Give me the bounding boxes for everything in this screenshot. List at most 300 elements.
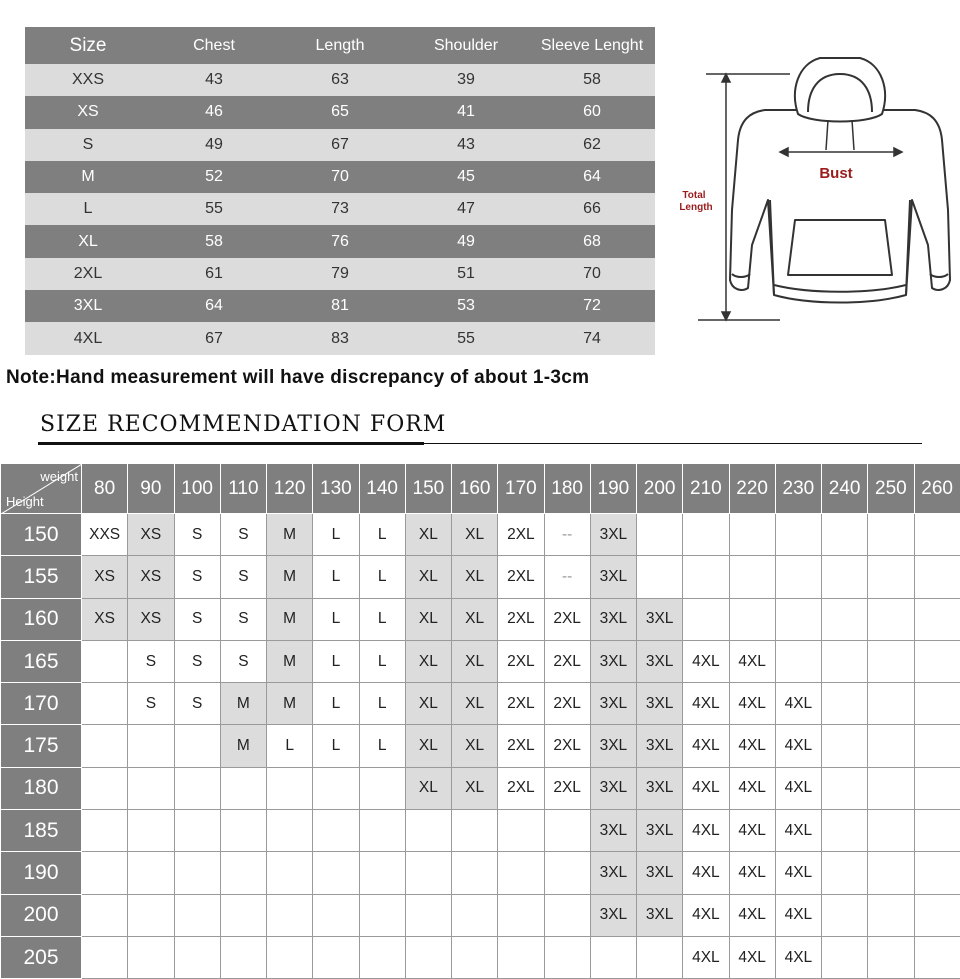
size-recommendation-cell: 3XL bbox=[590, 810, 636, 852]
size-recommendation-cell bbox=[128, 767, 174, 809]
size-chart-value-cell: 43 bbox=[205, 71, 223, 89]
size-recommendation-cell: 3XL bbox=[637, 725, 683, 767]
size-recommendation-cell: S bbox=[220, 556, 266, 598]
height-row bbox=[1, 514, 960, 556]
size-recommendation-cell bbox=[498, 852, 544, 894]
size-chart-value-cell: 49 bbox=[457, 232, 475, 250]
size-recommendation-cell bbox=[637, 556, 683, 598]
size-chart-value-cell: 60 bbox=[583, 103, 601, 121]
size-recommendation-cell bbox=[822, 894, 868, 936]
size-recommendation-cell: S bbox=[220, 640, 266, 682]
size-recommendation-cell: 4XL bbox=[683, 683, 729, 725]
size-recommendation-cell: XL bbox=[452, 598, 498, 640]
size-recommendation-cell bbox=[452, 936, 498, 978]
size-recommendation-cell bbox=[128, 852, 174, 894]
size-recommendation-cell: XL bbox=[452, 725, 498, 767]
size-recommendation-cell: 3XL bbox=[637, 894, 683, 936]
size-recommendation-cell bbox=[128, 810, 174, 852]
size-recommendation-cell: S bbox=[174, 598, 220, 640]
size-recommendation-cell: 4XL bbox=[729, 810, 775, 852]
size-recommendation-cell: 2XL bbox=[544, 640, 590, 682]
size-recommendation-cell bbox=[822, 683, 868, 725]
size-recommendation-cell: XS bbox=[128, 514, 174, 556]
size-recommendation-cell: S bbox=[220, 598, 266, 640]
size-chart-table bbox=[25, 27, 655, 355]
size-chart-header-cell: Size bbox=[69, 34, 107, 56]
size-chart-header-cell: Shoulder bbox=[433, 36, 499, 54]
size-recommendation-cell: L bbox=[313, 683, 359, 725]
size-recommendation-cell bbox=[82, 936, 128, 978]
size-recommendation-cell: 3XL bbox=[590, 640, 636, 682]
size-recommendation-cell: 3XL bbox=[590, 598, 636, 640]
size-recommendation-cell bbox=[729, 514, 775, 556]
size-chart-header-cell: Sleeve Lenght bbox=[540, 36, 644, 54]
size-recommendation-cell: 2XL bbox=[544, 598, 590, 640]
size-recommendation-cell bbox=[775, 514, 821, 556]
weight-header-cell: 90 bbox=[128, 464, 174, 514]
size-recommendation-cell bbox=[82, 852, 128, 894]
size-recommendation-cell bbox=[729, 598, 775, 640]
size-recommendation-cell: 3XL bbox=[590, 514, 636, 556]
size-chart-size-cell: XS bbox=[77, 103, 99, 121]
size-recommendation-cell bbox=[128, 725, 174, 767]
size-recommendation-cell bbox=[775, 640, 821, 682]
size-recommendation-cell bbox=[683, 598, 729, 640]
size-recommendation-cell: 2XL bbox=[544, 767, 590, 809]
size-recommendation-cell bbox=[452, 810, 498, 852]
size-recommendation-cell: L bbox=[359, 514, 405, 556]
size-recommendation-cell: XXS bbox=[82, 514, 128, 556]
size-recommendation-cell bbox=[359, 894, 405, 936]
size-chart-value-cell: 61 bbox=[205, 264, 223, 282]
size-recommendation-cell: 4XL bbox=[683, 852, 729, 894]
size-recommendation-cell bbox=[914, 852, 960, 894]
size-chart-row bbox=[25, 129, 655, 161]
size-chart-value-cell: 64 bbox=[583, 168, 601, 186]
size-chart-value-cell: 58 bbox=[205, 232, 223, 250]
weight-header-cell: 190 bbox=[590, 464, 636, 514]
size-recommendation-cell bbox=[313, 936, 359, 978]
size-recommendation-cell bbox=[174, 725, 220, 767]
size-recommendation-cell: M bbox=[267, 514, 313, 556]
size-recommendation-cell: S bbox=[174, 514, 220, 556]
size-recommendation-cell: XL bbox=[405, 725, 451, 767]
height-row bbox=[1, 556, 960, 598]
size-recommendation-cell bbox=[220, 810, 266, 852]
bust-label: Bust bbox=[819, 165, 853, 182]
size-recommendation-cell bbox=[914, 810, 960, 852]
size-recommendation-cell: M bbox=[267, 598, 313, 640]
size-recommendation-cell bbox=[914, 598, 960, 640]
size-recommendation-cell bbox=[359, 767, 405, 809]
size-recommendation-cell bbox=[822, 514, 868, 556]
size-recommendation-cell: XS bbox=[82, 598, 128, 640]
size-recommendation-cell: L bbox=[359, 640, 405, 682]
size-recommendation-cell bbox=[82, 683, 128, 725]
size-chart-value-cell: 76 bbox=[331, 232, 349, 250]
weight-header-cell: 250 bbox=[868, 464, 914, 514]
size-recommendation-cell: S bbox=[128, 683, 174, 725]
size-recommendation-cell bbox=[405, 894, 451, 936]
size-chart-size-cell: 4XL bbox=[73, 329, 103, 347]
size-chart-row bbox=[25, 64, 655, 96]
size-recommendation-cell bbox=[82, 725, 128, 767]
size-recommendation-cell: L bbox=[359, 598, 405, 640]
size-recommendation-cell: 4XL bbox=[683, 936, 729, 978]
height-label-cell: 180 bbox=[1, 767, 82, 809]
size-recommendation-cell bbox=[313, 894, 359, 936]
weight-header-cell: 140 bbox=[359, 464, 405, 514]
size-recommendation-cell bbox=[544, 810, 590, 852]
size-recommendation-cell bbox=[868, 767, 914, 809]
size-recommendation-cell: 2XL bbox=[498, 598, 544, 640]
title-underline-thick bbox=[38, 442, 424, 445]
size-recommendation-cell: 3XL bbox=[637, 598, 683, 640]
size-recommendation-cell bbox=[220, 852, 266, 894]
size-chart-size-cell: XXS bbox=[71, 71, 104, 89]
size-recommendation-cell: 4XL bbox=[683, 725, 729, 767]
size-chart-value-cell: 83 bbox=[331, 329, 349, 347]
height-label-cell: 200 bbox=[1, 894, 82, 936]
size-recommendation-cell: S bbox=[128, 640, 174, 682]
size-recommendation-cell: 3XL bbox=[637, 683, 683, 725]
size-recommendation-cell bbox=[544, 894, 590, 936]
size-recommendation-cell bbox=[822, 556, 868, 598]
size-chart-header-cell: Chest bbox=[193, 36, 235, 54]
size-recommendation-cell: 3XL bbox=[637, 640, 683, 682]
total-length-label-line1: Total bbox=[682, 190, 706, 201]
size-recommendation-cell: 2XL bbox=[498, 725, 544, 767]
size-recommendation-cell bbox=[683, 514, 729, 556]
size-recommendation-cell: S bbox=[174, 556, 220, 598]
size-recommendation-cell: L bbox=[267, 725, 313, 767]
size-recommendation-cell: S bbox=[174, 683, 220, 725]
weight-header-cell: 150 bbox=[405, 464, 451, 514]
size-recommendation-cell: 2XL bbox=[544, 683, 590, 725]
size-recommendation-cell bbox=[914, 556, 960, 598]
size-recommendation-cell bbox=[822, 640, 868, 682]
size-recommendation-cell: 4XL bbox=[775, 683, 821, 725]
height-row bbox=[1, 598, 960, 640]
size-recommendation-cell bbox=[452, 852, 498, 894]
height-axis-label: Height bbox=[6, 494, 44, 509]
size-chart-header-cell: Length bbox=[315, 36, 365, 54]
size-chart-value-cell: 66 bbox=[583, 200, 601, 218]
size-recommendation-cell bbox=[82, 894, 128, 936]
size-chart-value-cell: 43 bbox=[457, 135, 475, 153]
size-recommendation-grid bbox=[0, 463, 960, 979]
size-recommendation-cell bbox=[914, 725, 960, 767]
size-recommendation-cell bbox=[359, 852, 405, 894]
size-recommendation-cell bbox=[313, 767, 359, 809]
size-recommendation-cell bbox=[868, 683, 914, 725]
size-recommendation-cell: 4XL bbox=[729, 767, 775, 809]
size-chart-row bbox=[25, 96, 655, 128]
size-recommendation-cell: XL bbox=[405, 556, 451, 598]
size-recommendation-cell bbox=[868, 598, 914, 640]
size-recommendation-cell bbox=[822, 725, 868, 767]
size-recommendation-cell bbox=[220, 936, 266, 978]
height-label-cell: 185 bbox=[1, 810, 82, 852]
size-recommendation-cell bbox=[590, 936, 636, 978]
size-recommendation-cell: M bbox=[267, 683, 313, 725]
size-recommendation-cell: S bbox=[220, 514, 266, 556]
weight-header-cell: 110 bbox=[220, 464, 266, 514]
size-chart-value-cell: 41 bbox=[457, 103, 475, 121]
weight-header-cell: 260 bbox=[914, 464, 960, 514]
size-recommendation-cell bbox=[220, 894, 266, 936]
weight-header-cell: 170 bbox=[498, 464, 544, 514]
size-recommendation-cell bbox=[914, 894, 960, 936]
height-label-cell: 150 bbox=[1, 514, 82, 556]
size-recommendation-cell bbox=[452, 894, 498, 936]
height-label-cell: 160 bbox=[1, 598, 82, 640]
size-recommendation-cell: L bbox=[313, 598, 359, 640]
size-recommendation-cell bbox=[683, 556, 729, 598]
size-recommendation-cell: -- bbox=[544, 556, 590, 598]
size-recommendation-cell bbox=[128, 936, 174, 978]
size-recommendation-cell: 2XL bbox=[498, 556, 544, 598]
size-recommendation-cell: 3XL bbox=[637, 767, 683, 809]
size-recommendation-cell: 4XL bbox=[683, 894, 729, 936]
size-recommendation-cell: M bbox=[267, 556, 313, 598]
weight-header-row bbox=[1, 464, 960, 514]
size-recommendation-cell bbox=[729, 556, 775, 598]
size-recommendation-cell: 2XL bbox=[544, 725, 590, 767]
size-recommendation-cell: 4XL bbox=[683, 810, 729, 852]
size-recommendation-cell bbox=[544, 936, 590, 978]
size-recommendation-cell: XL bbox=[405, 598, 451, 640]
height-row bbox=[1, 936, 960, 978]
size-recommendation-cell bbox=[267, 852, 313, 894]
size-recommendation-cell: XL bbox=[452, 767, 498, 809]
size-recommendation-cell: 4XL bbox=[729, 852, 775, 894]
size-chart-value-cell: 70 bbox=[583, 264, 601, 282]
height-label-cell: 155 bbox=[1, 556, 82, 598]
height-row bbox=[1, 725, 960, 767]
size-recommendation-cell: M bbox=[220, 683, 266, 725]
size-chart-value-cell: 52 bbox=[205, 168, 223, 186]
size-chart-value-cell: 53 bbox=[457, 297, 475, 315]
size-recommendation-cell bbox=[498, 936, 544, 978]
size-recommendation-cell bbox=[82, 767, 128, 809]
size-recommendation-cell bbox=[267, 767, 313, 809]
size-chart-value-cell: 73 bbox=[331, 200, 349, 218]
size-recommendation-cell: 4XL bbox=[775, 725, 821, 767]
size-chart-value-cell: 79 bbox=[331, 264, 349, 282]
size-recommendation-cell bbox=[82, 810, 128, 852]
size-recommendation-cell: 3XL bbox=[590, 767, 636, 809]
size-recommendation-cell bbox=[313, 852, 359, 894]
weight-header-cell: 160 bbox=[452, 464, 498, 514]
size-recommendation-cell bbox=[405, 810, 451, 852]
weight-header-cell: 220 bbox=[729, 464, 775, 514]
size-chart-row bbox=[25, 258, 655, 290]
size-recommendation-cell bbox=[174, 810, 220, 852]
weight-header-cell: 230 bbox=[775, 464, 821, 514]
size-chart-row bbox=[25, 161, 655, 193]
size-recommendation-cell bbox=[775, 556, 821, 598]
size-chart-row bbox=[25, 322, 655, 354]
size-chart-value-cell: 55 bbox=[205, 200, 223, 218]
size-recommendation-cell: 4XL bbox=[775, 767, 821, 809]
size-recommendation-cell: 2XL bbox=[498, 767, 544, 809]
size-chart-size-cell: 2XL bbox=[73, 264, 103, 282]
height-label-cell: 165 bbox=[1, 640, 82, 682]
size-recommendation-cell bbox=[637, 514, 683, 556]
size-chart-size-cell: M bbox=[81, 168, 95, 186]
size-recommendation-cell: XL bbox=[452, 683, 498, 725]
weight-header-cell: 120 bbox=[267, 464, 313, 514]
size-recommendation-cell bbox=[822, 936, 868, 978]
size-recommendation-cell: 4XL bbox=[683, 640, 729, 682]
size-recommendation-cell bbox=[405, 936, 451, 978]
size-chart-value-cell: 46 bbox=[205, 103, 223, 121]
size-recommendation-cell bbox=[868, 514, 914, 556]
size-recommendation-cell: 2XL bbox=[498, 514, 544, 556]
size-recommendation-cell: L bbox=[359, 683, 405, 725]
size-recommendation-cell bbox=[174, 767, 220, 809]
size-recommendation-cell: XL bbox=[405, 767, 451, 809]
size-recommendation-cell: 3XL bbox=[637, 852, 683, 894]
height-row bbox=[1, 767, 960, 809]
size-recommendation-cell: L bbox=[359, 725, 405, 767]
height-label-cell: 190 bbox=[1, 852, 82, 894]
size-chart-value-cell: 64 bbox=[205, 297, 223, 315]
measurement-note: Note:Hand measurement will have discrepancy of about 1-3cm bbox=[6, 367, 590, 388]
size-recommendation-cell bbox=[775, 598, 821, 640]
weight-header-cell: 210 bbox=[683, 464, 729, 514]
size-recommendation-cell: XS bbox=[82, 556, 128, 598]
size-recommendation-cell bbox=[498, 810, 544, 852]
size-recommendation-cell: 4XL bbox=[729, 640, 775, 682]
size-chart-value-cell: 49 bbox=[205, 135, 223, 153]
size-recommendation-cell: 3XL bbox=[590, 683, 636, 725]
size-recommendation-cell bbox=[822, 852, 868, 894]
size-recommendation-cell bbox=[220, 767, 266, 809]
size-chart-size-cell: 3XL bbox=[73, 297, 103, 315]
size-chart-row bbox=[25, 290, 655, 322]
size-recommendation-cell bbox=[914, 767, 960, 809]
size-recommendation-cell bbox=[868, 894, 914, 936]
size-recommendation-cell bbox=[174, 852, 220, 894]
weight-header-cell: 130 bbox=[313, 464, 359, 514]
size-chart-value-cell: 68 bbox=[583, 232, 601, 250]
size-chart-value-cell: 81 bbox=[331, 297, 349, 315]
size-recommendation-cell: 4XL bbox=[683, 767, 729, 809]
size-recommendation-cell: XS bbox=[128, 556, 174, 598]
size-chart-header-row bbox=[25, 27, 655, 64]
title-underline-thin bbox=[424, 443, 922, 444]
size-recommendation-cell: L bbox=[313, 725, 359, 767]
size-recommendation-cell: XL bbox=[452, 640, 498, 682]
size-recommendation-cell: L bbox=[313, 556, 359, 598]
size-recommendation-cell bbox=[267, 894, 313, 936]
size-recommendation-cell: S bbox=[174, 640, 220, 682]
size-recommendation-cell bbox=[868, 852, 914, 894]
size-recommendation-cell bbox=[359, 810, 405, 852]
size-recommendation-cell: 3XL bbox=[590, 894, 636, 936]
hoodie-measurement-diagram bbox=[670, 50, 960, 330]
size-recommendation-cell: XL bbox=[405, 514, 451, 556]
size-chart-value-cell: 72 bbox=[583, 297, 601, 315]
size-chart-value-cell: 74 bbox=[583, 329, 601, 347]
size-chart-value-cell: 67 bbox=[331, 135, 349, 153]
size-recommendation-cell bbox=[498, 894, 544, 936]
size-recommendation-cell: 4XL bbox=[729, 725, 775, 767]
size-recommendation-cell: 3XL bbox=[590, 556, 636, 598]
size-recommendation-cell: 3XL bbox=[590, 852, 636, 894]
size-recommendation-cell bbox=[868, 556, 914, 598]
size-recommendation-cell bbox=[128, 894, 174, 936]
size-recommendation-cell bbox=[637, 936, 683, 978]
size-recommendation-cell bbox=[914, 640, 960, 682]
weight-header-cell: 180 bbox=[544, 464, 590, 514]
size-chart-value-cell: 63 bbox=[331, 71, 349, 89]
size-chart-value-cell: 58 bbox=[583, 71, 601, 89]
size-recommendation-cell bbox=[267, 810, 313, 852]
size-chart-value-cell: 51 bbox=[457, 264, 475, 282]
height-label-cell: 170 bbox=[1, 683, 82, 725]
weight-header-cell: 80 bbox=[82, 464, 128, 514]
size-recommendation-cell: XL bbox=[452, 514, 498, 556]
height-row bbox=[1, 810, 960, 852]
size-chart-value-cell: 39 bbox=[457, 71, 475, 89]
size-recommendation-cell: M bbox=[267, 640, 313, 682]
weight-header-cell: 240 bbox=[822, 464, 868, 514]
size-recommendation-cell: L bbox=[359, 556, 405, 598]
total-length-label-line2: Length bbox=[679, 202, 713, 213]
size-recommendation-cell: 4XL bbox=[775, 810, 821, 852]
size-recommendation-cell bbox=[822, 810, 868, 852]
size-chart-value-cell: 67 bbox=[205, 329, 223, 347]
size-recommendation-cell bbox=[868, 640, 914, 682]
size-recommendation-cell: 3XL bbox=[637, 810, 683, 852]
size-recommendation-cell: XL bbox=[405, 640, 451, 682]
size-recommendation-cell bbox=[405, 852, 451, 894]
height-row bbox=[1, 852, 960, 894]
size-chart-value-cell: 47 bbox=[457, 200, 475, 218]
weight-header-cell: 200 bbox=[637, 464, 683, 514]
size-recommendation-cell bbox=[82, 640, 128, 682]
height-row bbox=[1, 894, 960, 936]
size-recommendation-cell bbox=[914, 936, 960, 978]
size-recommendation-cell bbox=[914, 683, 960, 725]
size-recommendation-cell: XL bbox=[452, 556, 498, 598]
weight-axis-label: weight bbox=[40, 469, 78, 484]
size-recommendation-cell: 4XL bbox=[775, 894, 821, 936]
size-recommendation-cell: 4XL bbox=[729, 683, 775, 725]
size-chart-value-cell: 55 bbox=[457, 329, 475, 347]
size-chart-size-cell: XL bbox=[78, 232, 98, 250]
size-recommendation-cell: 3XL bbox=[590, 725, 636, 767]
size-chart-size-cell: L bbox=[83, 200, 93, 218]
size-chart-row bbox=[25, 225, 655, 257]
height-row bbox=[1, 683, 960, 725]
size-recommendation-cell bbox=[822, 598, 868, 640]
size-recommendation-cell bbox=[868, 936, 914, 978]
size-recommendation-cell: 2XL bbox=[498, 683, 544, 725]
size-recommendation-cell: 4XL bbox=[729, 936, 775, 978]
size-chart-size-cell: S bbox=[82, 135, 94, 153]
size-recommendation-cell bbox=[359, 936, 405, 978]
size-recommendation-cell: 2XL bbox=[498, 640, 544, 682]
size-recommendation-cell bbox=[174, 894, 220, 936]
size-chart-row bbox=[25, 193, 655, 225]
size-chart-value-cell: 70 bbox=[331, 168, 349, 186]
size-recommendation-cell: 4XL bbox=[729, 894, 775, 936]
size-recommendation-cell bbox=[313, 810, 359, 852]
